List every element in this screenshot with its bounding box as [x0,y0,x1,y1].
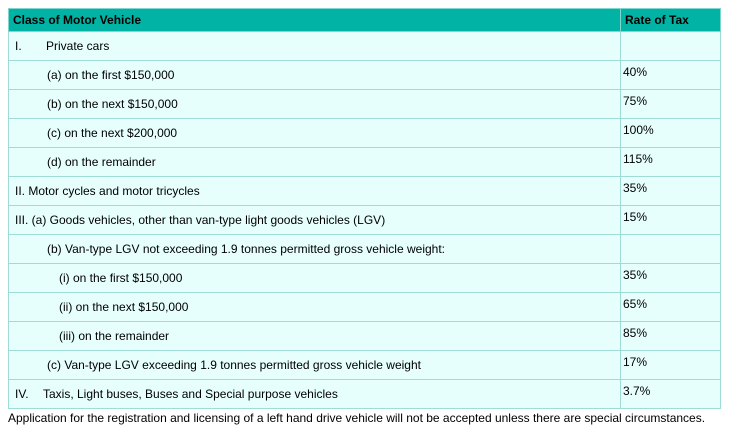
vehicle-class-cell: (i) on the first $150,000 [9,264,621,293]
vehicle-class-cell: (b) on the next $150,000 [9,90,621,119]
vehicle-class-cell: III. (a) Goods vehicles, other than van-type light goods vehicles (LGV) [9,206,621,235]
vehicle-class-cell: (iii) on the remainder [9,322,621,351]
vehicle-class-cell: (c) on the next $200,000 [9,119,621,148]
table-row [9,351,721,380]
rate-cell: 100% [621,119,721,148]
vehicle-class-cell: (c) Van-type LGV exceeding 1.9 tonnes permitted gross vehicle weight [9,351,621,380]
rate-cell: 35% [621,177,721,206]
table-row [9,380,721,409]
rate-cell: 17% [621,351,721,380]
vehicle-class-cell [9,32,621,61]
rate-cell: 65% [621,293,721,322]
table-row [9,322,721,351]
rate-cell: 40% [621,61,721,90]
row-text: Private cars [46,39,110,53]
table-row [9,61,721,90]
vehicle-class-cell: (b) Van-type LGV not exceeding 1.9 tonnes permitted gross vehicle weight: [9,235,621,264]
table-row [9,206,721,235]
header-vehicle-class: Class of Motor Vehicle [9,9,621,32]
tax-table-container [8,8,720,425]
row-text: Taxis, Light buses, Buses and Special purpose vehicles [43,387,338,401]
table-row [9,90,721,119]
rate-cell: 115% [621,148,721,177]
header-rate-of-tax: Rate of Tax [621,9,721,32]
rate-cell: 35% [621,264,721,293]
table-header-row [9,9,721,32]
table-row [9,177,721,206]
table-row [9,235,721,264]
rate-cell [621,235,721,264]
left-hand-drive-note: Application for the registration and licensing of a left hand drive vehicle will not be accepted unless there are special circumstances. [8,411,706,425]
row-numeral: I. [15,39,22,53]
rate-cell: 3.7% [621,380,721,409]
table-row [9,32,721,61]
table-row [9,293,721,322]
vehicle-class-cell: II. Motor cycles and motor tricycles [9,177,621,206]
vehicle-class-cell [9,380,621,409]
rate-cell: 15% [621,206,721,235]
table-row [9,264,721,293]
vehicle-class-cell: (d) on the remainder [9,148,621,177]
rate-cell [621,32,721,61]
motor-vehicle-tax-table [8,8,721,409]
table-row [9,119,721,148]
rate-cell: 85% [621,322,721,351]
table-row [9,148,721,177]
row-numeral: IV. [15,387,29,401]
rate-cell: 75% [621,90,721,119]
vehicle-class-cell: (ii) on the next $150,000 [9,293,621,322]
vehicle-class-cell: (a) on the first $150,000 [9,61,621,90]
